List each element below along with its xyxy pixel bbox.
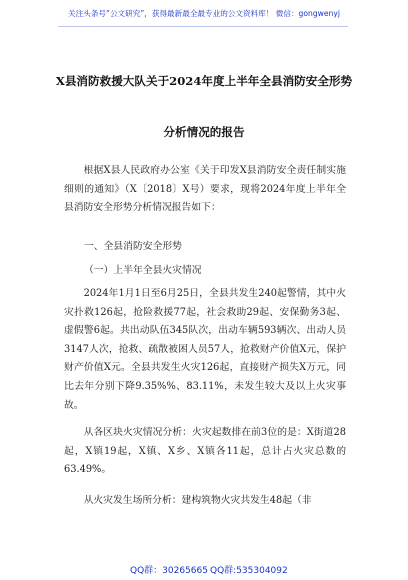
header-banner: 关注头条号“公文研究”，获得最新最全最专业的公文资料库！ 微信：gongwenyj [68,9,340,18]
header-divider [58,26,348,27]
statistics-paragraph: 2024年1月1日至6月25日，全县共发生240起警情，其中火灾扑救126起，抢险救援77起，社会救助29起、安保勤务3起、虚假警6起。共出动队伍345队次，出动车辆593辆次、出动人员3147人次，抢救、疏散被困人员57人，抢救财产价值X元，保护财产价值X元。全县共发生火灾126起，直接财产损失X万元，同比去年分别下降9.35%%、83.11%，未发生较大及以上火灾事故。 [64,288,346,411]
intro-paragraph: 根据X县人民政府办公室《关于印发X县消防安全责任制实施细则的通知》（X〔2018〕X号）要求，现将2024年度上半年全县消防安全形势分析情况报告如下： [64,165,346,214]
document-title-line1: X县消防救援大队关于2024年度上半年全县消防安全形势 [55,74,353,88]
place-analysis-paragraph: 从火灾发生场所分析：建构筑物火灾共发生48起（非 [83,495,312,506]
footer-qq-group-1: QQ群：30265665 [130,566,208,576]
subsection1-heading: （一）上半年全县火灾情况 [84,265,202,276]
area-analysis-paragraph: 从各区块火灾情况分析：火灾起数排在前3位的是：X街道28起，X镇19起，X镇、X乡、X镇各11起，总计占火灾总数的63.49%。 [64,427,346,476]
document-title-line2: 分析情况的报告 [163,125,245,139]
footer-qq-group-2: QQ群:535304092 [210,566,288,576]
section1-heading: 一、全县消防安全形势 [84,241,182,252]
